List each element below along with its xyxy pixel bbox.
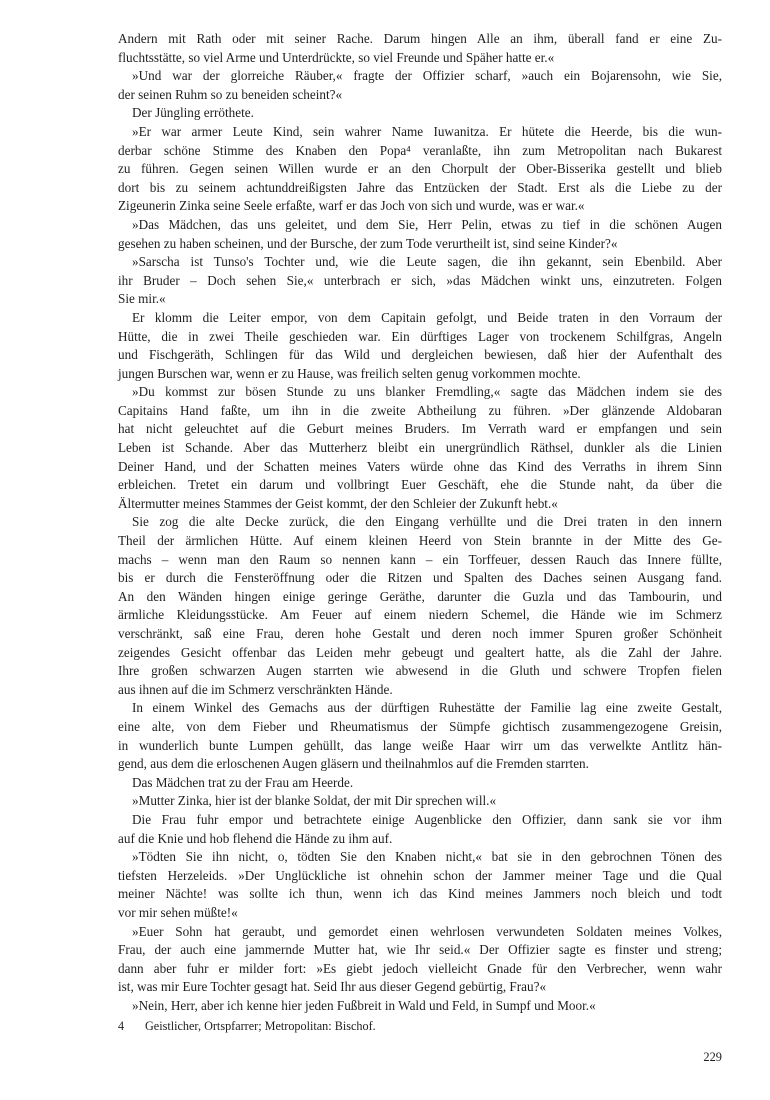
text-line: verschränkt, saß eine Frau, deren hohe Gestalt und deren noch immer Spuren großer Schönheit bbox=[118, 626, 722, 641]
text-line: in wunderlich bunte Lumpen gehüllt, das lange weiße Haar wirr um das verwelkte Antlitz hän- bbox=[118, 737, 722, 753]
text-line: Zigeunerin Zinka seine Seele erfaßte, warf er das Joch von sich und wurde, was er war.« bbox=[118, 198, 585, 214]
text-line: vor mir sehen müßte!« bbox=[118, 904, 238, 920]
text-line: gesehen zu haben scheinen, und der Bursche, der zum Tode verurtheilt ist, sind seine Kinder?« bbox=[118, 235, 618, 251]
text-line: »Tödten Sie ihn nicht, o, tödten Sie den Knaben nicht,« bat sie in den gebrochnen Tönen des bbox=[132, 849, 722, 865]
text-line: »Und war der glorreiche Räuber,« fragte der Offizier scharf, »auch ein Bojarensohn, wie Sie, bbox=[132, 68, 722, 84]
text-line: dann aber fuhr er milder fort: »Es giebt jedoch vielleicht Gnade für den Verbrecher, wenn wahr bbox=[118, 960, 722, 976]
text-block bbox=[118, 30, 722, 1015]
text-line: dort bis zu seinem achtunddreißigsten Jahre das Entzücken der Stadt. Erst als die Liebe zu der bbox=[118, 179, 722, 195]
text-line: ihr Bruder – Doch sehen Sie,« unterbrach er sich, »das Mädchen winkt uns, einzutreten. Folgen bbox=[118, 272, 722, 288]
text-line: »Mutter Zinka, hier ist der blanke Soldat, der mit Dir sprechen will.« bbox=[132, 793, 497, 809]
text-line: tiefsten Herzeleids. »Der Unglückliche ist ohnehin schon der Jammer meiner Tage und die Qual bbox=[118, 867, 722, 883]
text-line: jungen Burschen war, wenn er zu Hause, was freilich selten genug vorkommen mochte. bbox=[118, 365, 581, 381]
text-line: fluchtsstätte, so viel Arme und Unterdrückte, so viel Freunde und Späher hatte er.« bbox=[118, 49, 555, 65]
text-line: »Euer Sohn hat geraubt, und gemordet einen wehrlosen verwundeten Soldaten meines Volkes, bbox=[132, 923, 722, 939]
text-line: hat nicht geleuchtet auf die Geburt meines Bruders. Im Verrath ward er empfangen und sein bbox=[118, 421, 722, 437]
text-line: zeigendes Gesicht offenbar das Leiden mehr gebeugt und gealtert hatte, als die Zahl der Jahre. bbox=[118, 644, 722, 660]
text-line: machs – wenn man den Raum so nennen kann – ein Torffeuer, dessen Rauch das Innere füllte, bbox=[118, 551, 722, 567]
text-line: Die Frau fuhr empor und betrachtete einige Augenblicke den Offizier, dann sank sie vor ihm bbox=[132, 811, 722, 827]
text-line: aus ihnen auf die im Schmerz verschränkten Hände. bbox=[118, 681, 393, 697]
text-line: eine alte, von dem Fieber und Rheumatismus der Sümpfe gichtisch zusammengezogene Greisin, bbox=[118, 718, 722, 734]
text-line: meiner Nächte! was sollte ich thun, wenn ich das Kind meines Jammers noch bleich und todt bbox=[118, 886, 722, 902]
text-line: Deiner Hand, und der Schatten meines Vaters würde ohne das Kind des Verraths in ihrem Sinn bbox=[118, 458, 722, 474]
text-line: ist, was mir Eure Tochter gesagt hat. Seid Ihr aus dieser Gegend gebürtig, Frau?« bbox=[118, 979, 547, 995]
text-line: Andern mit Rath oder mit seiner Rache. Darum hingen Alle an ihm, überall fand er eine Zu- bbox=[118, 31, 722, 46]
text-line: Ältermutter meines Stammes der Geist kommt, der den Schleier der Zukunft hebt.« bbox=[118, 495, 558, 511]
text-line: bis er durch die Fensteröffnung oder die Ritzen und Spalten des Daches seinen Ausgang fand. bbox=[118, 570, 722, 586]
footnote bbox=[118, 1019, 722, 1034]
page-number: 229 bbox=[703, 1050, 722, 1064]
text-line: In einem Winkel des Gemachs aus der dürftigen Ruhestätte der Familie lag eine zweite Gestalt, bbox=[132, 700, 722, 716]
text-line: An den Wänden hingen einige geringe Geräthe, darunter die Guzla und das Tambourin, und bbox=[118, 588, 722, 604]
text-line: Der Jüngling erröthete. bbox=[132, 105, 254, 121]
text-line: der seinen Ruhm so zu beneiden scheint?« bbox=[118, 86, 343, 102]
text-line: Hütte, die in zwei Theile geschieden war. Ein dürftiges Lager von trockenem Schilfgras, Angeln bbox=[118, 328, 722, 344]
text-line: Das Mädchen trat zu der Frau am Heerde. bbox=[132, 774, 354, 790]
text-line: Theil der ärmlichen Hütte. Auf einem kleinen Heerd von Stein brannte in der Mitte des Ge- bbox=[118, 533, 722, 549]
text-line: »Sarscha ist Tunso's Tochter und, wie die Leute sagen, die ihn gekannt, sein Ebenbild. Aber bbox=[132, 254, 722, 270]
text-line: Leben ist Schande. Aber das Mutterherz bleibt ein unergründlich Räthsel, dunkler als die Linien bbox=[118, 440, 722, 456]
text-line: Capitains Hand faßte, um ihn in die zweite Abtheilung zu führen. »Der glänzende Aldobaran bbox=[118, 402, 722, 418]
text-line: zu führen. Gegen seinen Willen wurde er an den Chorpult der Ober-Bisserika gestellt und blieb bbox=[118, 161, 722, 177]
text-line: ärmliche Kleidungsstücke. Am Feuer auf einem niedern Schemel, die Hände wie im Schmerz bbox=[118, 607, 722, 623]
text-line: Sie zog die alte Decke zurück, die den Eingang verhüllte und die Drei traten in den innern bbox=[132, 514, 722, 530]
text-line: »Er war armer Leute Kind, sein wahrer Name Iuwanitza. Er hütete die Heerde, bis die wun- bbox=[132, 123, 722, 139]
text-line: erbleichen. Tretet ein darum und vollbringt Euer Geschäft, ehe die Stunde naht, da über die bbox=[118, 477, 722, 493]
text-line: Ihre großen schwarzen Augen starrten wie abwesend in die Gluth und schwere Tropfen fielen bbox=[118, 663, 722, 679]
text-line: gend, aus dem die erloschenen Augen gläsern und theilnahmlos auf die Fremden starrten. bbox=[118, 756, 589, 772]
text-line: »Du kommst zur bösen Stunde zu uns blanker Fremdling,« sagte das Mädchen indem sie des bbox=[132, 384, 722, 400]
footnote-text: Geistlicher, Ortspfarrer; Metropolitan: Bischof. bbox=[145, 1019, 376, 1033]
footnote-marker: 4 bbox=[118, 1019, 125, 1033]
text-line: auf die Knie und hob flehend die Hände zu ihm auf. bbox=[118, 830, 393, 846]
text-line: Sie mir.« bbox=[118, 291, 166, 307]
text-line: derbar schöne Stimme des Knaben den Popa⁴ veranlaßte, ihn zum Metropolitan nach Bukarest bbox=[118, 142, 722, 158]
text-line: Er klomm die Leiter empor, von dem Capitain gefolgt, und Beide traten in den Vorraum der bbox=[132, 309, 722, 325]
text-line: und Fischgeräth, Schlingen für das Wild und dergleichen bewiesen, daß hier der Aufenthalt des bbox=[118, 347, 722, 363]
text-line: »Nein, Herr, aber ich kenne hier jeden Fußbreit in Wald und Feld, in Sumpf und Moor.« bbox=[132, 997, 596, 1013]
text-line: Frau, der auch eine jammernde Mutter hat, wie Ihr seid.« Der Offizier sagte es finster und streng; bbox=[118, 942, 722, 958]
text-line: »Das Mädchen, das uns geleitet, und dem Sie, Herr Pelin, etwas zu tief in die schönen Augen bbox=[132, 216, 722, 232]
